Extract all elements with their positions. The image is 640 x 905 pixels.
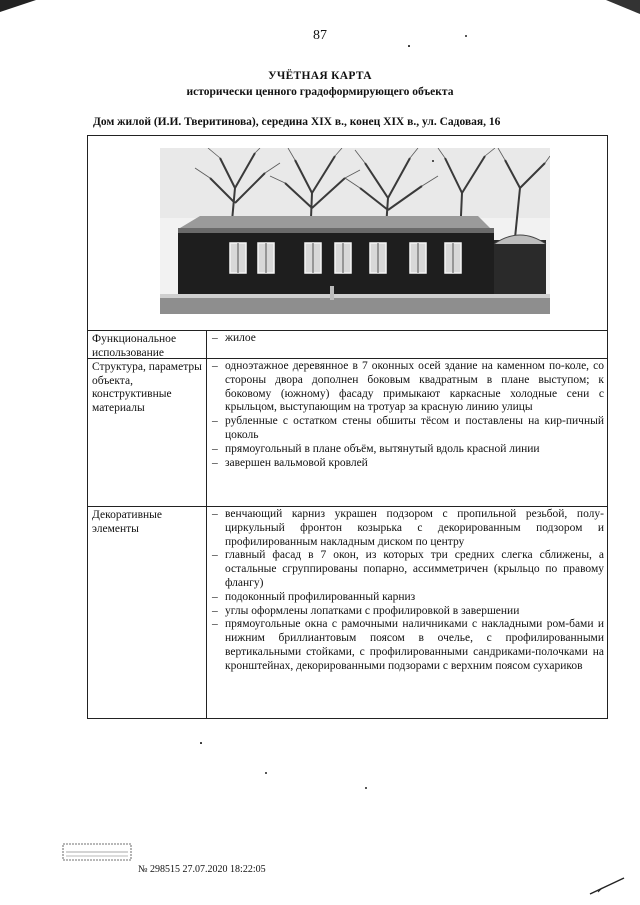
registration-card-table [87, 135, 608, 719]
list-item: – рубленные с остатком стены обшиты тёсом и поставлены на кир-пичный цоколь [212, 415, 604, 441]
list-item: – углы оформлены лопатками с профилировкой в завершении [212, 604, 520, 617]
row-structure [88, 358, 607, 507]
row-content [212, 332, 604, 346]
scan-corner-artifact-right [606, 0, 640, 16]
list-item: – прямоугольный в плане объём, вытянутый вдоль красной линии [212, 442, 540, 455]
row-decorative-elements [88, 506, 607, 718]
list-item: – подоконный профилированный карниз [212, 590, 416, 603]
scan-corner-artifact [0, 0, 36, 14]
list-item: – жилое [212, 332, 256, 344]
row-content [212, 508, 604, 674]
row-label: Функциональное использование [92, 333, 177, 359]
object-name: Дом жилой (И.И. Тверитинова), середина XIX в., конец XIX в., ул. Садовая, 16 [93, 116, 501, 128]
list-item: – одноэтажное деревянное в 7 оконных осей здание на каменном по-коле, со стороны двора дополнен боковым квадратным в плане выступом; к боковому (южному) фасаду примыкают каркасные холодные сени с крыльцом, выступающим на тротуар за красную линию улицы [212, 360, 604, 414]
page-number: 87 [313, 28, 327, 43]
document-subtitle: исторически ценного градоформирующего объекта [186, 86, 454, 98]
row-label: Структура, параметры объекта, конструктивные материалы [92, 361, 202, 414]
footer-registration-number: № 298515 27.07.2020 18:22:05 [138, 864, 266, 875]
list-item: – прямоугольные окна с рамочными наличниками с накладными ром-бами и нижним бриллиантовым поясом в очелье, с профилированными вертикальными стойками, с профилированными сандриками-полочками на кронштейнах, декорированными подзорами с верхним поясом сухариков [212, 618, 604, 672]
photo-cell [88, 136, 607, 331]
row-label: Декоративные элементы [92, 509, 162, 535]
row-content [212, 360, 604, 470]
stamp-mark [62, 843, 132, 861]
document-title: УЧЁТНАЯ КАРТА [268, 70, 372, 82]
building-photo [160, 148, 550, 314]
list-item: – главный фасад в 7 окон, из которых три средних слегка сближены, а остальные сгруппированы попарно, ассимметричен (крыльцо по правому флангу) [212, 549, 604, 589]
list-item: – завершен вальмовой кровлей [212, 456, 368, 469]
list-item: – венчающий карниз украшен подзором с пропильной резьбой, полу-циркульный фронтон козырька с декорированным подзором и профилированным накладным диском по центру [212, 508, 604, 548]
handwritten-mark [588, 876, 626, 896]
row-functional-use [88, 330, 607, 359]
